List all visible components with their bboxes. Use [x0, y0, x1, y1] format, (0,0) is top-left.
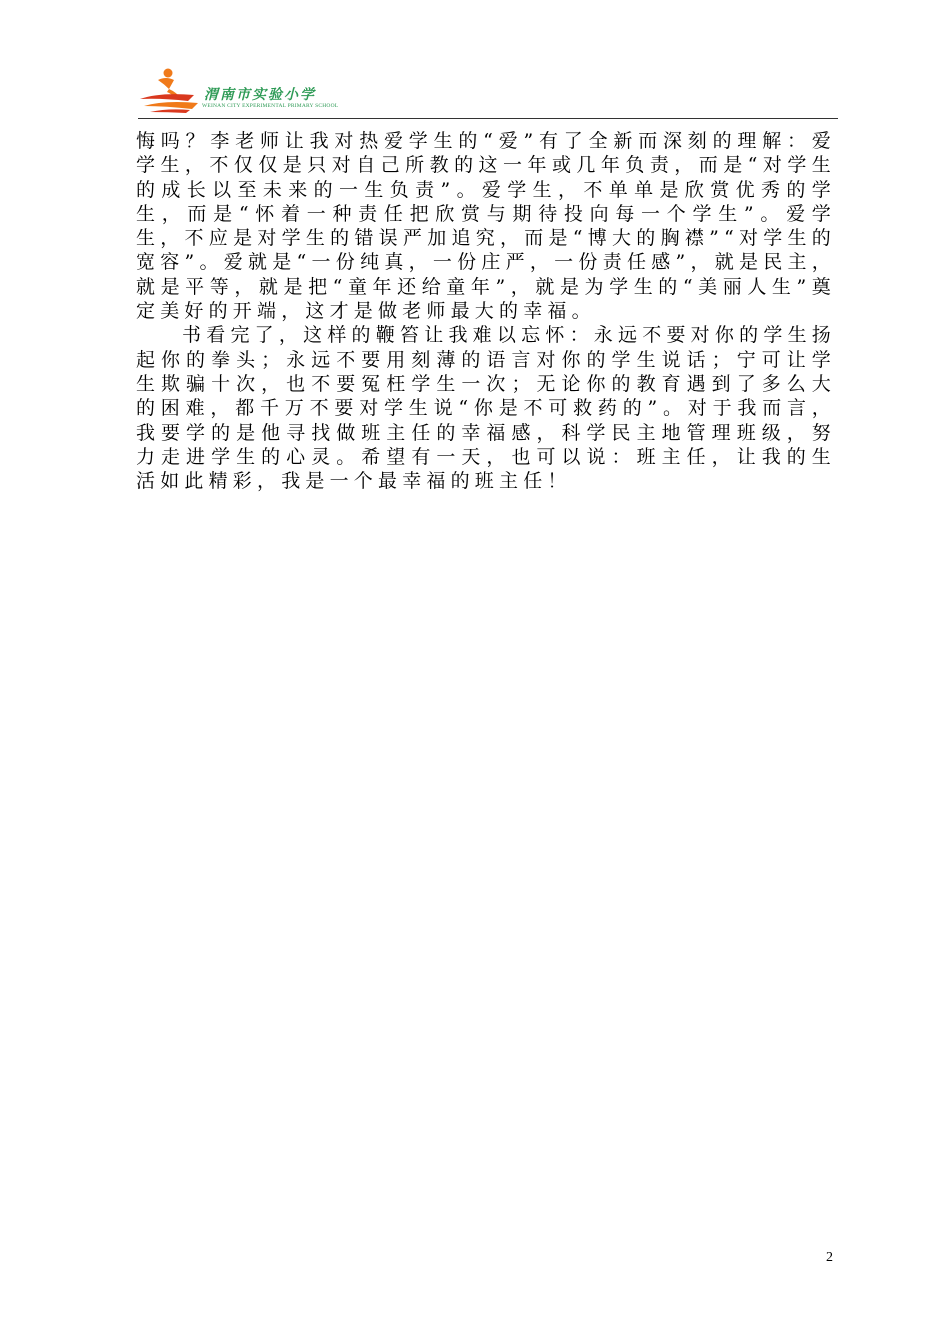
school-name-cn: 渭南市实验小学 — [204, 87, 316, 103]
page-number: 2 — [826, 1250, 833, 1265]
paragraph-2: 书看完了，这样的鞭笞让我难以忘怀：永远不要对你的学生扬起你的拳头；永远不要用刻薄的语言对你的学生说话；宁可让学生欺骗十次，也不要冤枉学生一次；无论你的教育遇到了多么大的困难，都千万不要对学生说“你是不可救药的”。对于我而言，我要学的是他寻找做班主任的幸福感，科学民主地管理班级，努力走进学生的心灵。希望有一天，也可以说：班主任，让我的生活如此精彩，我是一个最幸福的班主任！ — [136, 324, 836, 493]
page-header — [138, 62, 838, 118]
body-text — [136, 129, 836, 493]
header-divider — [138, 118, 838, 119]
school-name-en: WEINAN CITY EXPERIMENTAL PRIMARY SCHOOL — [202, 103, 339, 109]
paragraph-1: 悔吗？李老师让我对热爱学生的“爱”有了全新而深刻的理解：爱学生，不仅仅是只对自己所教的这一年或几年负责，而是“对学生的成长以至未来的一生负责”。爱学生，不单单是欣赏优秀的学生，而是“怀着一种责任把欣赏与期待投向每一个学生”。爱学生，不应是对学生的错误严加追究，而是“博大的胸襟”“对学生的宽容”。爱就是“一份纯真，一份庄严，一份责任感”，就是民主，就是平等，就是把“童年还给童年”，就是为学生的“美丽人生”奠定美好的开端，这才是做老师最大的幸福。 — [136, 130, 836, 323]
school-logo-icon — [138, 66, 202, 114]
